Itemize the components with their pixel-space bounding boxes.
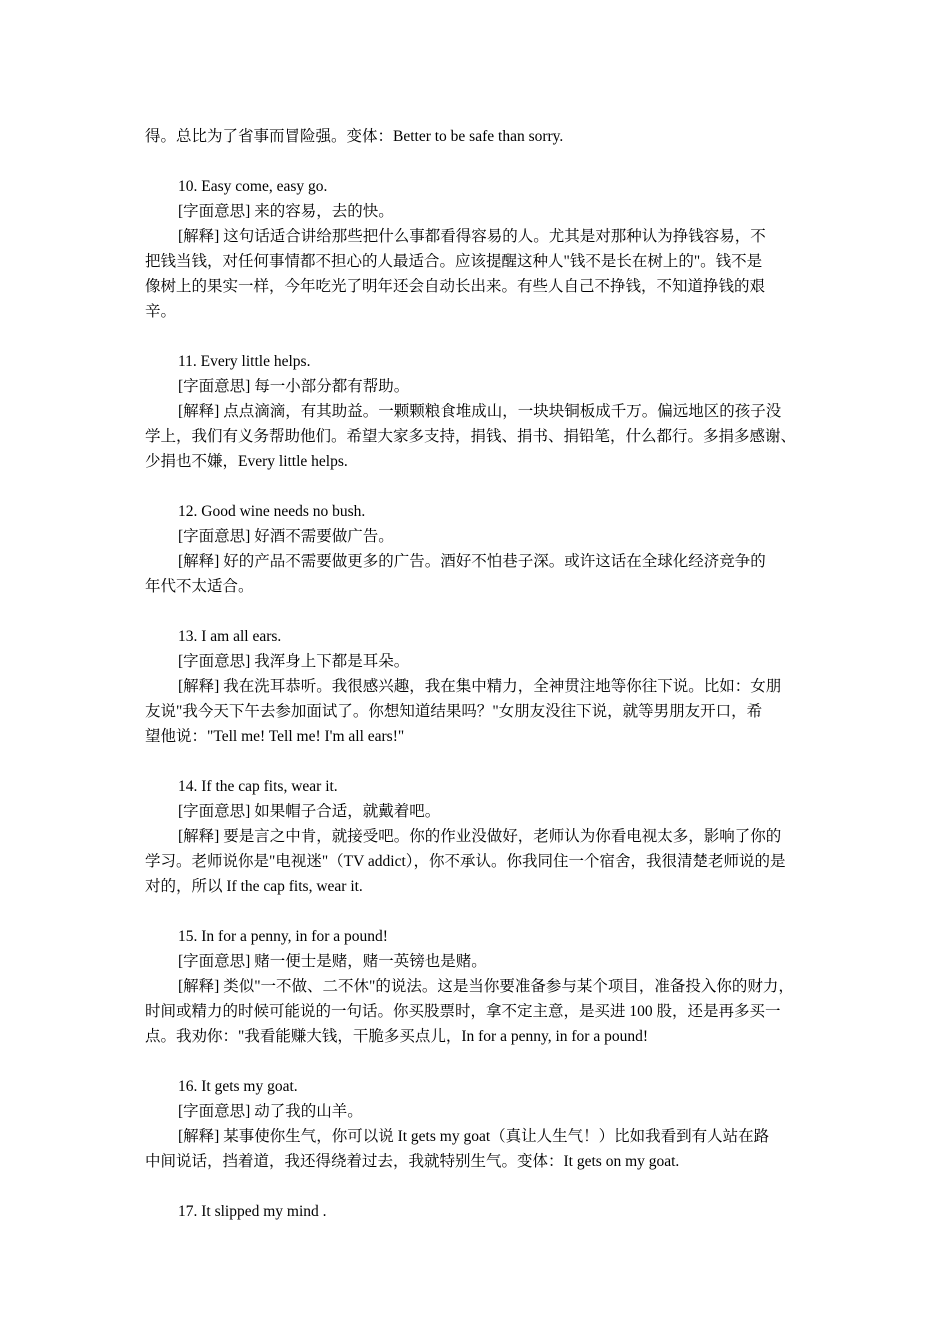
spacer	[145, 899, 810, 924]
entry-title: 12. Good wine needs no bush.	[178, 503, 366, 520]
entry-explanation-line: 像树上的果实一样，今年吃光了明年还会自动长出来。有些人自己不挣钱，不知道挣钱的艰	[145, 278, 766, 295]
entry-17	[145, 1199, 810, 1224]
spacer	[145, 474, 810, 499]
entry-explanation-line: 友说"我今天下午去参加面试了。你想知道结果吗？"女朋友没往下说，就等男朋友开口，希	[145, 703, 763, 720]
spacer	[145, 1174, 810, 1199]
entry-title: 10. Easy come, easy go.	[178, 178, 328, 195]
entry-explanation-line: [解释] 要是言之中肯，就接受吧。你的作业没做好，老师认为你看电视太多，影响了你的	[178, 828, 782, 845]
entry-literal-meaning: [字面意思] 如果帽子合适，就戴着吧。	[178, 803, 441, 820]
entry-11	[145, 349, 810, 474]
entry-title: 13. I am all ears.	[178, 628, 282, 645]
entry-title: 15. In for a penny, in for a pound!	[178, 928, 388, 945]
entry-literal-meaning: [字面意思] 动了我的山羊。	[178, 1103, 363, 1120]
entry-literal-meaning: [字面意思] 每一小部分都有帮助。	[178, 378, 410, 395]
intro-line: 得。总比为了省事而冒险强。变体：Better to be safe than sorry.	[145, 128, 564, 145]
entry-literal-meaning: [字面意思] 好酒不需要做广告。	[178, 528, 394, 545]
entry-literal-meaning: [字面意思] 我浑身上下都是耳朵。	[178, 653, 410, 670]
entry-explanation-line: 年代不太适合。	[145, 578, 254, 595]
entry-12	[145, 499, 810, 599]
entry-title: 16. It gets my goat.	[178, 1078, 298, 1095]
entry-10	[145, 174, 810, 324]
entry-title: 11. Every little helps.	[178, 353, 311, 370]
entry-explanation-line: 点。我劝你："我看能赚大钱，干脆多买点儿，In for a penny, in for a pound!	[145, 1028, 648, 1045]
entry-title: 14. If the cap fits, wear it.	[178, 778, 338, 795]
entry-explanation-line: 少捐也不嫌，Every little helps.	[145, 453, 348, 470]
entry-explanation-line: [解释] 类似"一不做、二不休"的说法。这是当你要准备参与某个项目，准备投入你的财力，	[178, 978, 794, 995]
entry-explanation-line: [解释] 好的产品不需要做更多的广告。酒好不怕巷子深。或许这话在全球化经济竞争的	[178, 553, 766, 570]
entry-literal-meaning: [字面意思] 赌一便士是赌，赌一英镑也是赌。	[178, 953, 487, 970]
spacer	[145, 1049, 810, 1074]
entry-explanation-line: 学习。老师说你是"电视迷"（TV addict），你不承认。你我同住一个宿舍，我很清楚老师说的是	[145, 853, 786, 870]
entry-16	[145, 1074, 810, 1174]
spacer	[145, 149, 810, 174]
entry-explanation-line: 对的，所以 If the cap fits, wear it.	[145, 878, 363, 895]
entry-explanation-line: 学上，我们有义务帮助他们。希望大家多支持，捐钱、捐书、捐铅笔，什么都行。多捐多感谢、	[145, 428, 797, 445]
entry-literal-meaning: [字面意思] 来的容易，去的快。	[178, 203, 394, 220]
entry-explanation-line: [解释] 某事使你生气，你可以说 It gets my goat（真让人生气！）比如我看到有人站在路	[178, 1128, 770, 1145]
entry-explanation-line: 辛。	[145, 303, 177, 320]
entry-explanation-line: [解释] 这句话适合讲给那些把什么事都看得容易的人。尤其是对那种认为挣钱容易，不	[178, 228, 766, 245]
entry-title: 17. It slipped my mind .	[178, 1203, 327, 1220]
entry-explanation-line: 中间说话，挡着道，我还得绕着过去，我就特别生气。变体：It gets on my goat.	[145, 1153, 680, 1170]
entry-explanation-line: 把钱当钱，对任何事情都不担心的人最适合。应该提醒这种人"钱不是长在树上的"。钱不是	[145, 253, 763, 270]
entry-13	[145, 624, 810, 749]
document-page	[145, 124, 810, 1224]
entry-explanation-line: [解释] 点点滴滴，有其助益。一颗颗粮食堆成山，一块块铜板成千万。偏远地区的孩子没	[178, 403, 782, 420]
entry-explanation-line: 望他说："Tell me! Tell me! I'm all ears!"	[145, 728, 405, 745]
entry-14	[145, 774, 810, 899]
spacer	[145, 599, 810, 624]
entry-explanation-line: 时间或精力的时候可能说的一句话。你买股票时，拿不定主意，是买进 100 股，还是再多买一	[145, 1003, 781, 1020]
spacer	[145, 324, 810, 349]
entry-15	[145, 924, 810, 1049]
entry-explanation-line: [解释] 我在洗耳恭听。我很感兴趣，我在集中精力，全神贯注地等你往下说。比如：女朋	[178, 678, 782, 695]
spacer	[145, 749, 810, 774]
